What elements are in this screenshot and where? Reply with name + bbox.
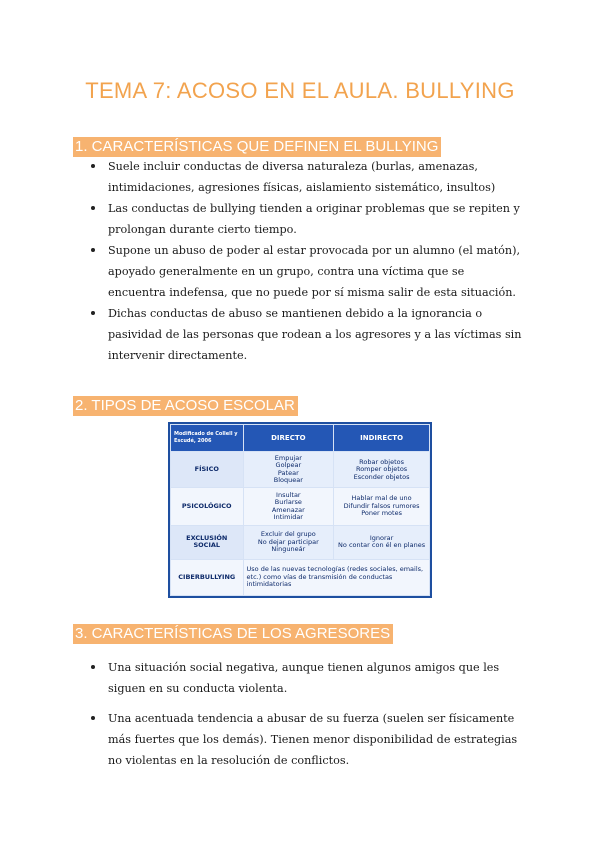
bullying-types-table [168, 422, 432, 598]
list-item: Supone un abuso de poder al estar provocada por un alumno (el matón), apoyado generalmente en un grupo, contra una víctima que se encuentra indefensa, que no puede por sí misma salir de esta situación. [83, 240, 523, 303]
section-heading-caracteristicas: 1. CARACTERÍSTICAS QUE DEFINEN EL BULLYING [73, 137, 441, 157]
list-item: Una acentuada tendencia a abusar de su fuerza (suelen ser físicamente más fuertes que los demás). Tienen menor disponibilidad de estrategias no violentas en la resolución de conflictos. [83, 708, 523, 771]
table-row-label: PSICOLÓGICO [171, 488, 244, 526]
table-cell: Insultar Burlarse Amenazar Intimidar [243, 488, 334, 526]
list-item: Una situación social negativa, aunque tienen algunos amigos que les siguen en su conducta violenta. [83, 657, 523, 699]
table-cell: Ignorar No contar con él en planes [334, 525, 430, 559]
table-cell: Excluir del grupo No dejar participar Ninguneár [243, 525, 334, 559]
table-row-label: EXCLUSIÓN SOCIAL [171, 525, 244, 559]
table-header-directo: DIRECTO [243, 425, 334, 452]
section-heading-tipos: 2. TIPOS DE ACOSO ESCOLAR [73, 396, 298, 416]
table-row-label: FÍSICO [171, 452, 244, 488]
list-item: Dichas conductas de abuso se mantienen debido a la ignorancia o pasividad de las personas que rodean a los agresores y a las víctimas sin intervenir directamente. [83, 303, 523, 366]
section-heading-agresores: 3. CARACTERÍSTICAS DE LOS AGRESORES [73, 624, 393, 644]
table-cell: Hablar mal de uno Difundir falsos rumores Poner motes [334, 488, 430, 526]
table-row-label: CIBERBULLYING [171, 560, 244, 596]
list-item: Las conductas de bullying tienden a originar problemas que se repiten y prolongan durante cierto tiempo. [83, 198, 523, 240]
table-cell: Uso de las nuevas tecnologías (redes sociales, emails, etc.) como vías de transmisión de conductas intimidatorias [243, 560, 429, 596]
table-header-indirecto: INDIRECTO [334, 425, 430, 452]
bullet-list-caracteristicas [83, 156, 523, 366]
table-cell: Empujar Golpear Patear Bloquear [243, 452, 334, 488]
table-corner-note: Modificado de Collell y Escudé, 2006 [171, 425, 244, 452]
list-item: Suele incluir conductas de diversa naturaleza (burlas, amenazas, intimidaciones, agresiones físicas, aislamiento sistemático, insultos) [83, 156, 523, 198]
table-cell: Robar objetos Romper objetos Esconder objetos [334, 452, 430, 488]
bullet-list-agresores [83, 657, 523, 780]
page-title: TEMA 7: ACOSO EN EL AULA. BULLYING [85, 78, 515, 103]
